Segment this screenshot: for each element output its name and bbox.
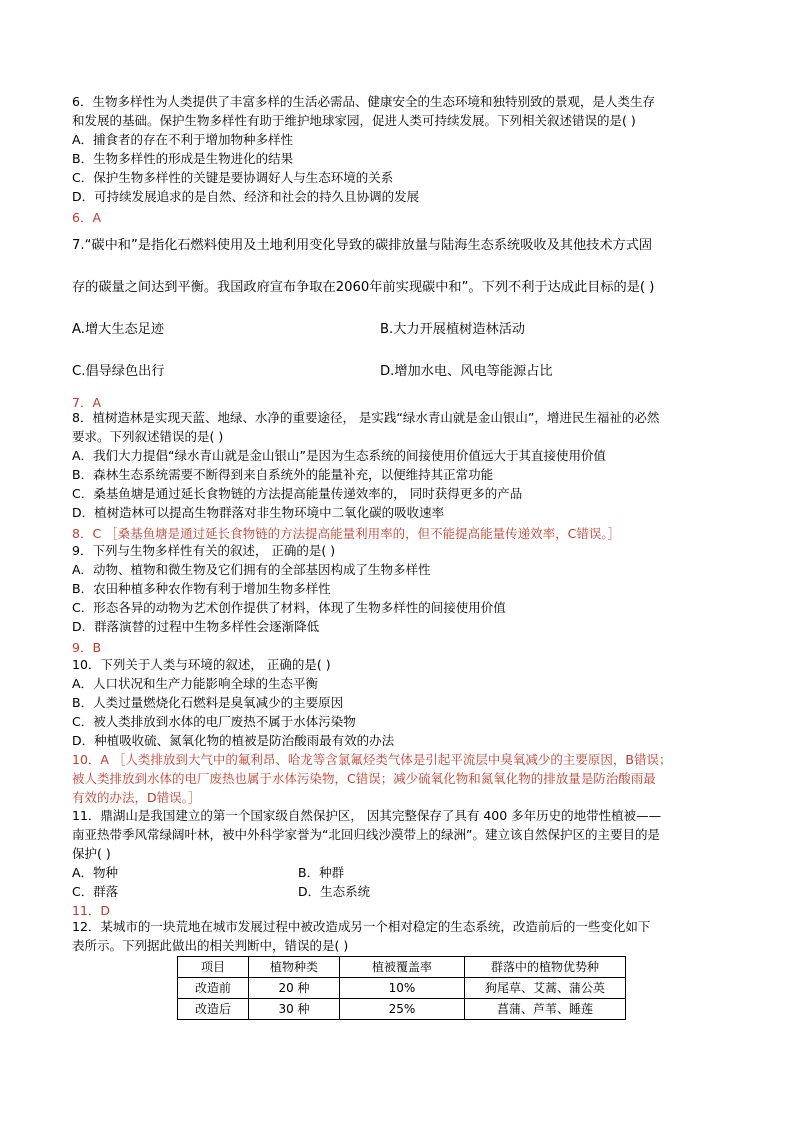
q8-option-b: B．森林生态系统需要不断得到来自系统外的能量补充，以便维持其正常功能	[72, 467, 494, 482]
table-row	[178, 999, 626, 1020]
q7-option-a: A.增大生态足迹	[72, 322, 165, 337]
q11-option-b: B．种群	[298, 865, 345, 880]
q11-option-d: D．生态系统	[298, 884, 371, 899]
q9-stem: 9．下列与生物多样性有关的叙述， 正确的是( )	[72, 543, 336, 558]
table-header-row	[178, 957, 626, 978]
q10-option-c: C．被人类排放到水体的电厂废热不属于水体污染物	[72, 714, 356, 729]
q6-option-a: A．捕食者的存在不利于增加物种多样性	[72, 132, 294, 147]
q10-option-b: B．人类过量燃烧化石燃料是臭氧减少的主要原因	[72, 695, 344, 710]
q11-stem-line2: 南亚热带季风常绿阔叶林，被中外科学家誉为“北回归线沙漠带上的绿洲”。建立该自然保护区的主要目的是	[72, 827, 660, 842]
table-header-cell: 植被覆盖率	[340, 957, 465, 978]
q7-stem-line1: 7.“碳中和”是指化石燃料使用及土地利用变化导致的碳排放量与陆海生态系统吸收及其他技术方式固	[72, 238, 653, 253]
table-row	[178, 978, 626, 999]
table-cell: 10%	[340, 978, 465, 999]
q9-option-b: B．农田种植多种农作物有利于增加生物多样性	[72, 581, 331, 596]
q6-stem-line1: 6．生物多样性为人类提供了丰富多样的生活必需品、健康安全的生态环境和独特别致的景观，是人类生存	[72, 94, 655, 109]
table-header-cell: 群落中的植物优势种	[465, 957, 626, 978]
q11-stem-line1: 11．鼎湖山是我国建立的第一个国家级自然保护区， 因其完整保存了具有 400 多年历史的地带性植被——	[72, 808, 662, 823]
q9-option-c: C．形态各异的动物为艺术创作提供了材料，体现了生物多样性的间接使用价值	[72, 600, 506, 615]
q8-option-d: D．植树造林可以提高生物群落对非生物环境中二氧化碳的吸收速率	[72, 505, 445, 520]
q12-stem-line1: 12．某城市的一块荒地在城市发展过程中被改造成另一个相对稳定的生态系统，改造前后的一些变化如下	[72, 919, 651, 934]
table-cell: 改造前	[178, 978, 249, 999]
q10-answer-line3: 有效的办法，D错误。］	[72, 790, 201, 805]
table-header-cell: 植物种类	[249, 957, 340, 978]
q6-option-c: C．保护生物多样性的关键是要协调好人与生态环境的关系	[72, 170, 394, 185]
q11-stem-line3: 保护( )	[72, 846, 111, 861]
q9-option-a: A．动物、植物和微生物及它们拥有的全部基因构成了生物多样性	[72, 562, 431, 577]
q6-option-b: B．生物多样性的形成是生物进化的结果	[72, 151, 294, 166]
q11-answer: 11．D	[72, 903, 111, 918]
table-cell: 菖蒲、芦苇、睡莲	[465, 999, 626, 1020]
q10-answer-line1: 10．A ［人类排放到大气中的氟利昂、哈龙等含氯氟烃类气体是引起平流层中臭氧减少的主要原因，B错误；	[72, 752, 672, 767]
table-cell: 25%	[340, 999, 465, 1020]
table-cell: 20 种	[249, 978, 340, 999]
table-cell: 狗尾草、艾蒿、蒲公英	[465, 978, 626, 999]
q8-option-c: C．桑基鱼塘是通过延长食物链的方法提高能量传递效率的， 同时获得更多的产品	[72, 486, 523, 501]
q7-stem-line2: 存的碳量之间达到平衡。我国政府宣布争取在2060年前实现碳中和”。下列不利于达成此目标的是( )	[72, 280, 655, 295]
q9-answer: 9．B	[72, 640, 102, 655]
q7-option-b: B.大力开展植树造林活动	[380, 322, 526, 337]
table-header-cell: 项目	[178, 957, 249, 978]
q10-stem: 10．下列关于人类与环境的叙述， 正确的是( )	[72, 657, 331, 672]
q6-option-d: D．可持续发展追求的是自然、经济和社会的持久且协调的发展	[72, 189, 420, 204]
q6-stem-line2: 和发展的基础。保护生物多样性有助于维护地球家园，促进人类可持续发展。下列相关叙述错误的是( )	[72, 113, 636, 128]
q10-option-d: D．种植吸收硫、氮氧化物的植被是防治酸雨最有效的办法	[72, 733, 395, 748]
q9-option-d: D．群落演替的过程中生物多样性会逐渐降低	[72, 619, 320, 634]
q8-option-a: A．我们大力提倡“绿水青山就是金山银山”是因为生态系统的间接使用价值远大于其直接使用价值	[72, 448, 607, 463]
q8-stem-line2: 要求。下列叙述错误的是( )	[72, 429, 224, 444]
q8-answer: 8．C ［桑基鱼塘是通过延长食物链的方法提高能量利用率的，但不能提高能量传递效率，C错误。］	[72, 526, 621, 541]
q7-option-c: C.倡导绿色出行	[72, 364, 165, 379]
q8-stem-line1: 8．植树造林是实现天蓝、地绿、水净的重要途径， 是实践“绿水青山就是金山银山”，增进民生福祉的必然	[72, 410, 660, 425]
q10-option-a: A．人口状况和生产力能影响全球的生态平衡	[72, 676, 319, 691]
q12-stem-line2: 表所示。下列据此做出的相关判断中，错误的是( )	[72, 938, 349, 953]
q11-option-c: C．群落	[72, 884, 119, 899]
table-cell: 改造后	[178, 999, 249, 1020]
q11-option-a: A．物种	[72, 865, 119, 880]
q10-answer-line2: 被人类排放到水体的电厂废热也属于水体污染物，C错误；减少硫氧化物和氮氧化物的排放量是防治酸雨最	[72, 771, 656, 786]
q6-answer: 6．A	[72, 210, 102, 225]
q7-answer: 7．A	[72, 395, 102, 410]
q12-data-table	[177, 956, 626, 1020]
table-cell: 30 种	[249, 999, 340, 1020]
q7-option-d: D.增加水电、风电等能源占比	[380, 364, 553, 379]
